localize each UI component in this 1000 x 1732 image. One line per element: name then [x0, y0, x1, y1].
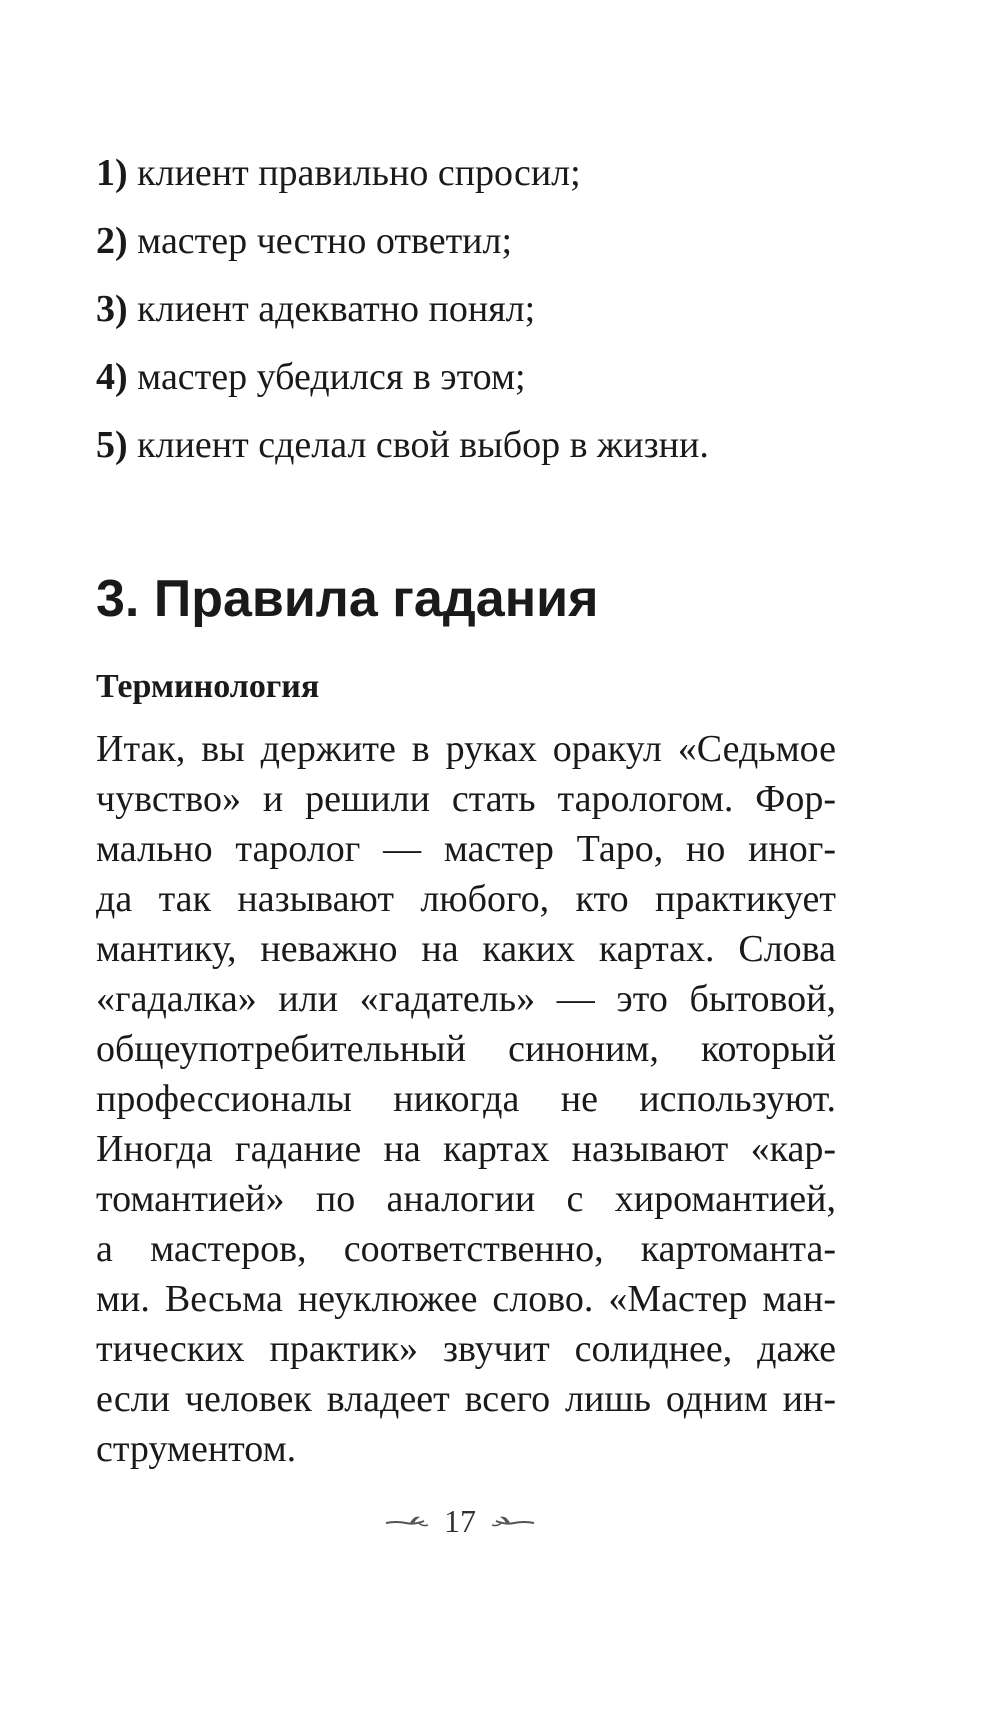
book-page	[96, 150, 836, 1474]
list-item-number: 1)	[96, 152, 128, 194]
paragraph-line: мально таролог — мастер Таро, но иног-	[96, 828, 836, 870]
list-item-text: мастер честно ответил;	[127, 220, 513, 262]
paragraph-line: чувство» и решили стать тарологом. Фор-	[96, 778, 836, 820]
list-item	[96, 150, 836, 196]
list-item	[96, 286, 836, 332]
paragraph-line: Итак, вы держите в руках оракул «Седьмое	[96, 728, 836, 770]
flourish-left-icon	[384, 1511, 430, 1531]
list-item	[96, 218, 836, 264]
paragraph-line: если человек владеет всего лишь одним ин-	[96, 1378, 836, 1420]
list-item-number: 3)	[96, 288, 128, 330]
list-item-number: 4)	[96, 356, 128, 398]
chapter-title: 3. Правила гадания	[96, 570, 599, 628]
list-item	[96, 354, 836, 400]
list-item-text: клиент адекватно понял;	[127, 288, 536, 330]
body-paragraph	[96, 724, 836, 1474]
page-footer	[0, 1500, 1000, 1541]
section-heading: Терминология	[96, 668, 320, 705]
paragraph-line: ми. Весьма неуклюжее слово. «Мастер ман-	[96, 1278, 836, 1320]
paragraph-line: Иногда гадание на картах называют «кар-	[96, 1128, 836, 1170]
list-item-text: клиент сделал свой выбор в жизни.	[127, 424, 709, 466]
list-item-number: 2)	[96, 220, 128, 262]
paragraph-line: да так называют любого, кто практикует	[96, 878, 836, 920]
page-number: 17	[444, 1503, 476, 1539]
list-item	[96, 422, 836, 468]
numbered-list	[96, 150, 836, 468]
list-item-number: 5)	[96, 424, 128, 466]
paragraph-line: томантией» по аналогии с хиромантией,	[96, 1178, 836, 1220]
flourish-right-icon	[490, 1511, 536, 1531]
paragraph-line: струментом.	[96, 1428, 297, 1470]
paragraph-line: тических практик» звучит солиднее, даже	[96, 1328, 836, 1370]
list-item-text: мастер убедился в этом;	[127, 356, 526, 398]
paragraph-line: а мастеров, соответственно, картоманта-	[96, 1228, 836, 1270]
paragraph-line: общеупотребительный синоним, который	[96, 1028, 836, 1070]
page-number-block	[384, 1501, 536, 1541]
list-item-text: клиент правильно спросил;	[127, 152, 581, 194]
paragraph-line: «гадалка» или «гадатель» — это бытовой,	[96, 978, 836, 1020]
paragraph-line: профессионалы никогда не используют.	[96, 1078, 836, 1120]
paragraph-line: мантику, неважно на каких картах. Слова	[96, 928, 836, 970]
